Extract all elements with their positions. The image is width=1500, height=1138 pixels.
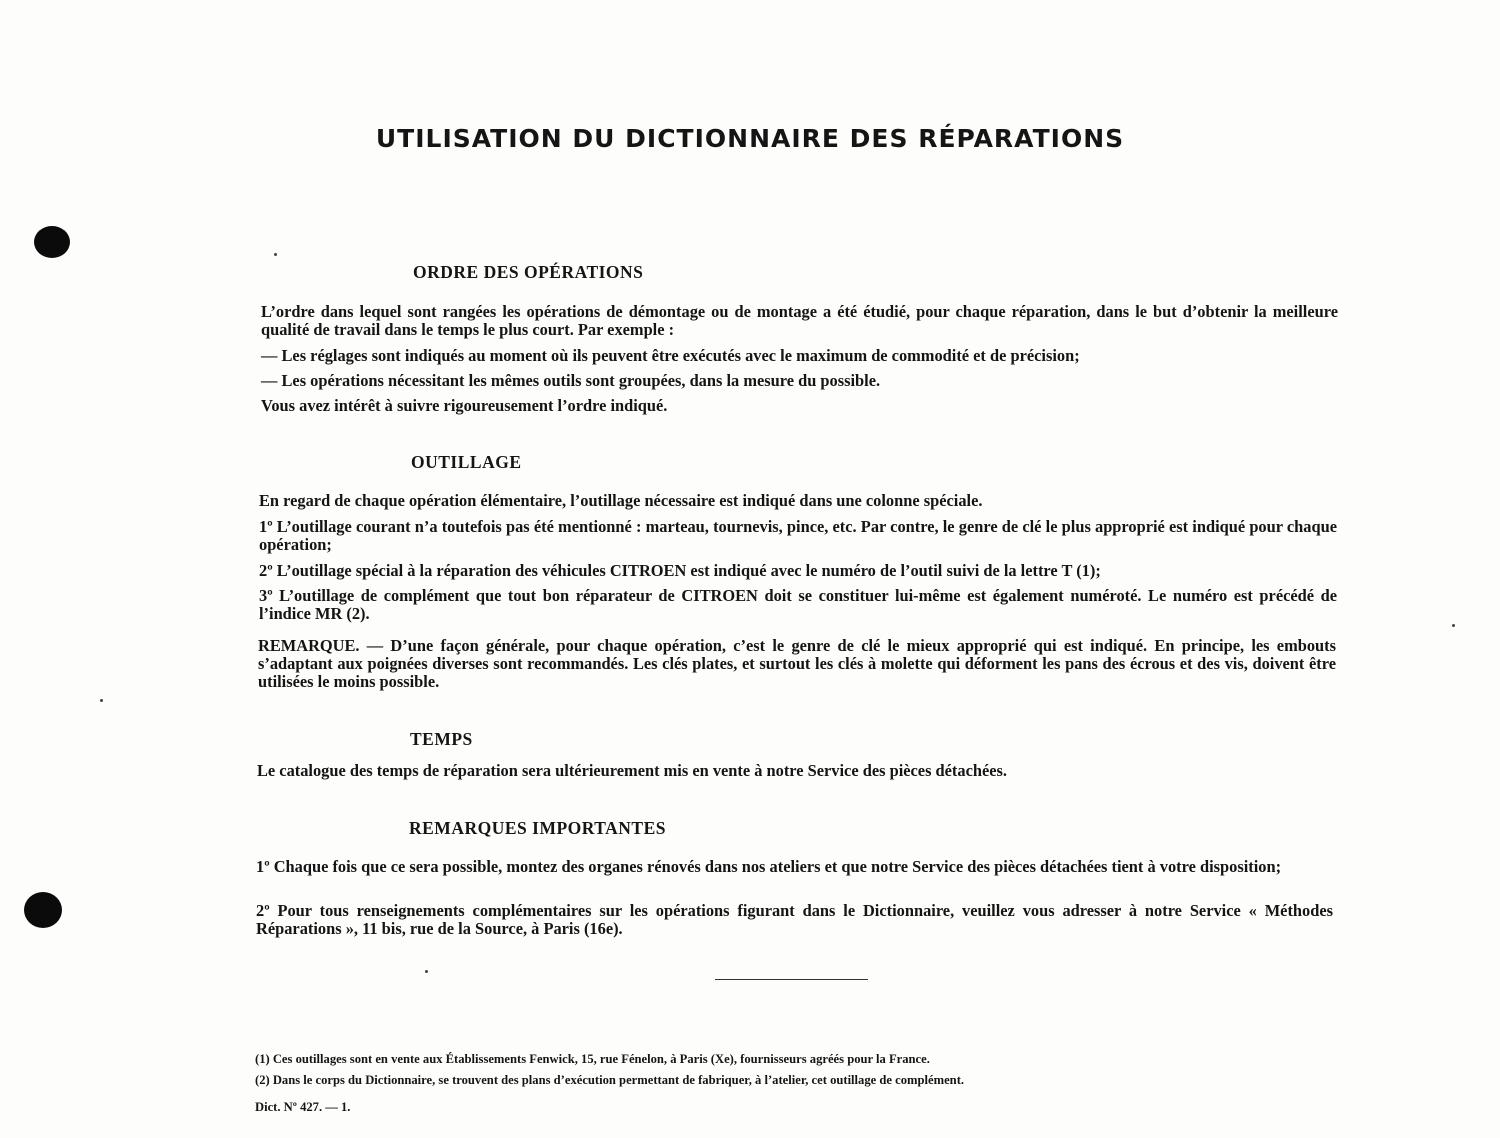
section-heading-ordre: ORDRE DES OPÉRATIONS — [413, 262, 644, 282]
remarques-paragraph-1: 1º Chaque fois que ce sera possible, montez des organes rénovés dans nos ateliers et que notre Service des pièces détachées tient à votre disposition; — [256, 857, 1282, 876]
section-heading-remarques: REMARQUES IMPORTANTES — [409, 818, 667, 838]
outillage-paragraph-1: En regard de chaque opération élémentaire, l’outillage nécessaire est indiqué dans une colonne spéciale. — [259, 491, 983, 510]
ordre-paragraph-4: Vous avez intérêt à suivre rigoureusement l’ordre indiqué. — [261, 396, 668, 415]
remarques-paragraph-2: 2º Pour tous renseignements complémentaires sur les opérations figurant dans le Dictionnaire, veuillez vous adresser à notre Service « Méthodes Réparations », 11 bis, rue de la Source, à Paris (16e). — [256, 901, 1333, 938]
outillage-remarque: REMARQUE. — D’une façon générale, pour chaque opération, c’est le genre de clé le mieux approprié qui est indiqué. En principe, les embouts s’adaptant aux poignées diverses sont recommandés. Les clés plates, et surtout les clés à molette qui déforment les pans des écrous et des vis, doivent être utilisées le moins possible. — [258, 636, 1336, 691]
ordre-paragraph-3: — Les opérations nécessitant les mêmes outils sont groupées, dans la mesure du possible. — [261, 371, 881, 390]
speck — [1452, 624, 1455, 627]
ordre-paragraph-2: — Les réglages sont indiqués au moment où ils peuvent être exécutés avec le maximum de commodité et de précision; — [261, 346, 1080, 365]
punch-hole-top — [34, 226, 70, 258]
footnote-2: (2) Dans le corps du Dictionnaire, se trouvent des plans d’exécution permettant de fabriquer, à l’atelier, cet outillage de complément. — [255, 1073, 965, 1087]
speck — [100, 699, 103, 702]
outillage-paragraph-3: 2º L’outillage spécial à la réparation des véhicules CITROEN est indiqué avec le numéro de l’outil suivi de la lettre T (1); — [259, 561, 1101, 580]
section-heading-outillage: OUTILLAGE — [411, 452, 522, 472]
section-heading-temps: TEMPS — [410, 729, 473, 749]
page-reference: Dict. Nº 427. — 1. — [255, 1100, 351, 1114]
outillage-paragraph-2: 1º L’outillage courant n’a toutefois pas été mentionné : marteau, tournevis, pince, etc. Par contre, le genre de clé le plus approprié est indiqué pour chaque opération; — [259, 517, 1337, 554]
speck — [425, 970, 428, 973]
punch-hole-bottom — [24, 892, 62, 928]
temps-paragraph-1: Le catalogue des temps de réparation sera ultérieurement mis en vente à notre Service des pièces détachées. — [257, 761, 1008, 780]
page-title: UTILISATION DU DICTIONNAIRE DES RÉPARATIONS — [375, 124, 1125, 153]
outillage-paragraph-4: 3º L’outillage de complément que tout bon réparateur de CITROEN doit se constituer lui-même est également numéroté. Le numéro est précédé de l’indice MR (2). — [259, 586, 1337, 623]
footnote-divider — [715, 979, 868, 980]
speck — [274, 253, 277, 256]
footnote-1: (1) Ces outillages sont en vente aux Établissements Fenwick, 15, rue Fénelon, à Paris (Xe), fournisseurs agréés pour la France. — [255, 1052, 930, 1066]
ordre-paragraph-1: L’ordre dans lequel sont rangées les opérations de démontage ou de montage a été étudié, pour chaque réparation, dans le but d’obtenir la meilleure qualité de travail dans le temps le plus court. Par exemple : — [261, 302, 1338, 339]
